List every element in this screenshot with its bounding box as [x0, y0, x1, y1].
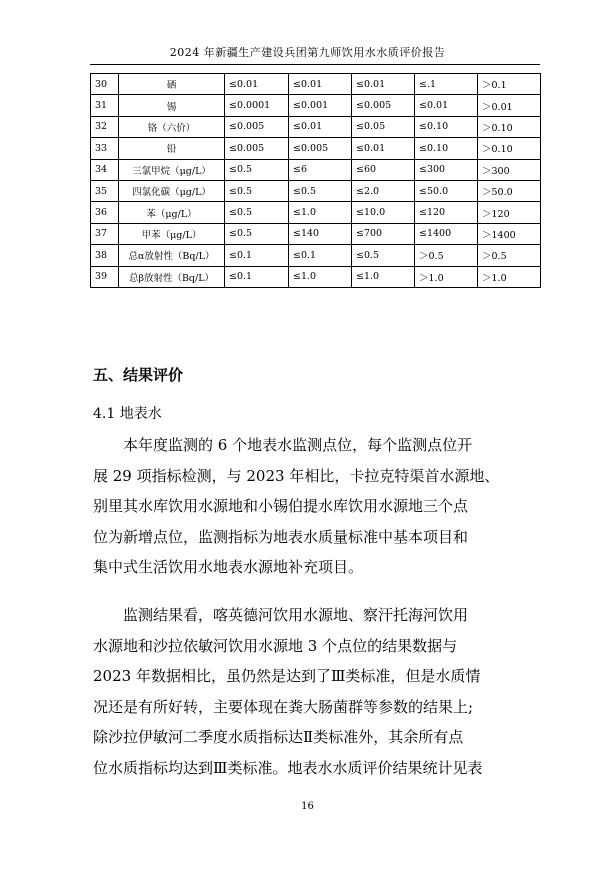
class-ii-limit-cell: ≤0.01: [289, 74, 352, 95]
class-iv-limit-cell: ＞0.5: [415, 245, 478, 266]
class-iii-limit-cell: ≤0.05: [352, 116, 415, 137]
class-iii-limit-cell: ≤0.01: [352, 74, 415, 95]
class-v-limit-cell: ＞0.10: [478, 138, 541, 159]
page-header-title: 2024 年新疆生产建设兵团第九师饮用水水质评价报告: [169, 46, 446, 59]
table-row: [91, 223, 541, 244]
row-number-cell: 33: [91, 138, 119, 159]
class-iv-limit-cell: ≤50.0: [415, 180, 478, 201]
paragraph-line: 展 29 项指标检测，与 2023 年相比，卡拉克特渠首水源地、: [93, 466, 500, 485]
class-ii-limit-cell: ≤0.005: [289, 138, 352, 159]
indicator-name-cell: 总β放射性（Bq/L）: [119, 266, 225, 287]
row-number-cell: 38: [91, 245, 119, 266]
paragraph-line: 本年度监测的 6 个地表水监测点位，每个监测点位开: [93, 436, 473, 454]
row-number-cell: 39: [91, 266, 119, 287]
class-i-limit-cell: ≤0.5: [225, 159, 289, 180]
class-iii-limit-cell: ≤700: [352, 223, 415, 244]
table-row: [91, 116, 541, 137]
class-i-limit-cell: ≤0.1: [225, 266, 289, 287]
class-v-limit-cell: ＞300: [478, 159, 541, 180]
class-v-limit-cell: ＞1.0: [478, 266, 541, 287]
paragraph-line: 监测结果看，喀英德河饮用水源地、察汗托海河饮用: [93, 606, 469, 624]
class-i-limit-cell: ≤0.0001: [225, 95, 289, 116]
class-v-limit-cell: ＞0.5: [478, 245, 541, 266]
class-iv-limit-cell: ≤1400: [415, 223, 478, 244]
indicator-name-cell: 铬（六价）: [119, 116, 225, 137]
class-iv-limit-cell: ≤300: [415, 159, 478, 180]
class-i-limit-cell: ≤0.1: [225, 245, 289, 266]
class-iii-limit-cell: ≤10.0: [352, 202, 415, 223]
table-row: [91, 245, 541, 266]
paragraph-line: 集中式生活饮用水地表水源地补充项目。: [93, 558, 364, 577]
class-i-limit-cell: ≤0.01: [225, 74, 289, 95]
row-number-cell: 35: [91, 180, 119, 201]
table-body: [91, 74, 541, 288]
table-row: [91, 180, 541, 201]
class-v-limit-cell: ＞120: [478, 202, 541, 223]
paragraph-line: 别里其水库饮用水源地和小锡伯提水库饮用水源地三个点: [93, 497, 469, 516]
paragraph-line: 除沙拉伊敏河二季度水质指标达Ⅱ类标准外，其余所有点: [93, 728, 464, 747]
class-iv-limit-cell: ≤.1: [415, 74, 478, 95]
paragraph-line: 位为新增点位，监测指标为地表水质量标准中基本项目和: [93, 527, 469, 546]
class-iii-limit-cell: ≤0.01: [352, 138, 415, 159]
class-iv-limit-cell: ≤0.01: [415, 95, 478, 116]
class-v-limit-cell: ＞0.01: [478, 95, 541, 116]
class-ii-limit-cell: ≤1.0: [289, 202, 352, 223]
class-iii-limit-cell: ≤60: [352, 159, 415, 180]
paragraph-line: 2023 年数据相比，虽仍然是达到了Ⅲ类标准，但是水质情: [93, 667, 481, 686]
class-i-limit-cell: ≤0.5: [225, 202, 289, 223]
table-row: [91, 74, 541, 95]
class-iii-limit-cell: ≤1.0: [352, 266, 415, 287]
class-i-limit-cell: ≤0.005: [225, 138, 289, 159]
class-ii-limit-cell: ≤0.5: [289, 180, 352, 201]
class-ii-limit-cell: ≤0.001: [289, 95, 352, 116]
class-iv-limit-cell: ≤120: [415, 202, 478, 223]
class-ii-limit-cell: ≤1.0: [289, 266, 352, 287]
class-iv-limit-cell: ＞1.0: [415, 266, 478, 287]
table-row: [91, 95, 541, 116]
page-number: 16: [301, 801, 314, 812]
indicator-name-cell: 苯（μg/L）: [119, 202, 225, 223]
class-i-limit-cell: ≤0.5: [225, 180, 289, 201]
paragraph-2: [93, 600, 525, 784]
paragraph-line: 位水质指标均达到Ⅲ类标准。地表水水质评价结果统计见表: [93, 758, 483, 777]
table-row: [91, 202, 541, 223]
class-i-limit-cell: ≤0.5: [225, 223, 289, 244]
header-rule: [90, 64, 540, 65]
class-v-limit-cell: ＞0.10: [478, 116, 541, 137]
row-number-cell: 37: [91, 223, 119, 244]
class-ii-limit-cell: ≤0.01: [289, 116, 352, 137]
subsection-title: 4.1 地表水: [93, 406, 162, 422]
class-iv-limit-cell: ≤0.10: [415, 116, 478, 137]
water-quality-standard-table: [90, 73, 541, 288]
indicator-name-cell: 锡: [119, 95, 225, 116]
class-v-limit-cell: ＞1400: [478, 223, 541, 244]
class-ii-limit-cell: ≤6: [289, 159, 352, 180]
table-row: [91, 266, 541, 287]
indicator-name-cell: 总α放射性（Bq/L）: [119, 245, 225, 266]
row-number-cell: 34: [91, 159, 119, 180]
class-iii-limit-cell: ≤0.5: [352, 245, 415, 266]
row-number-cell: 36: [91, 202, 119, 223]
class-iv-limit-cell: ≤0.10: [415, 138, 478, 159]
indicator-name-cell: 四氯化碳（μg/L）: [119, 180, 225, 201]
table-row: [91, 159, 541, 180]
class-iii-limit-cell: ≤2.0: [352, 180, 415, 201]
indicator-name-cell: 硒: [119, 74, 225, 95]
paragraph-line: 况还是有所好转，主要体现在粪大肠菌群等参数的结果上;: [93, 697, 474, 716]
indicator-name-cell: 铅: [119, 138, 225, 159]
class-v-limit-cell: ＞50.0: [478, 180, 541, 201]
row-number-cell: 32: [91, 116, 119, 137]
class-ii-limit-cell: ≤0.1: [289, 245, 352, 266]
class-i-limit-cell: ≤0.005: [225, 116, 289, 137]
class-ii-limit-cell: ≤140: [289, 223, 352, 244]
paragraph-1: [93, 430, 525, 583]
indicator-name-cell: 甲苯（μg/L）: [119, 223, 225, 244]
section-title: 五、结果评价: [93, 366, 184, 384]
indicator-name-cell: 三氯甲烷（μg/L）: [119, 159, 225, 180]
class-iii-limit-cell: ≤0.005: [352, 95, 415, 116]
row-number-cell: 31: [91, 95, 119, 116]
row-number-cell: 30: [91, 74, 119, 95]
table-row: [91, 138, 541, 159]
class-v-limit-cell: ＞0.1: [478, 74, 541, 95]
paragraph-line: 水源地和沙拉依敏河饮用水源地 3 个点位的结果数据与: [93, 636, 458, 655]
